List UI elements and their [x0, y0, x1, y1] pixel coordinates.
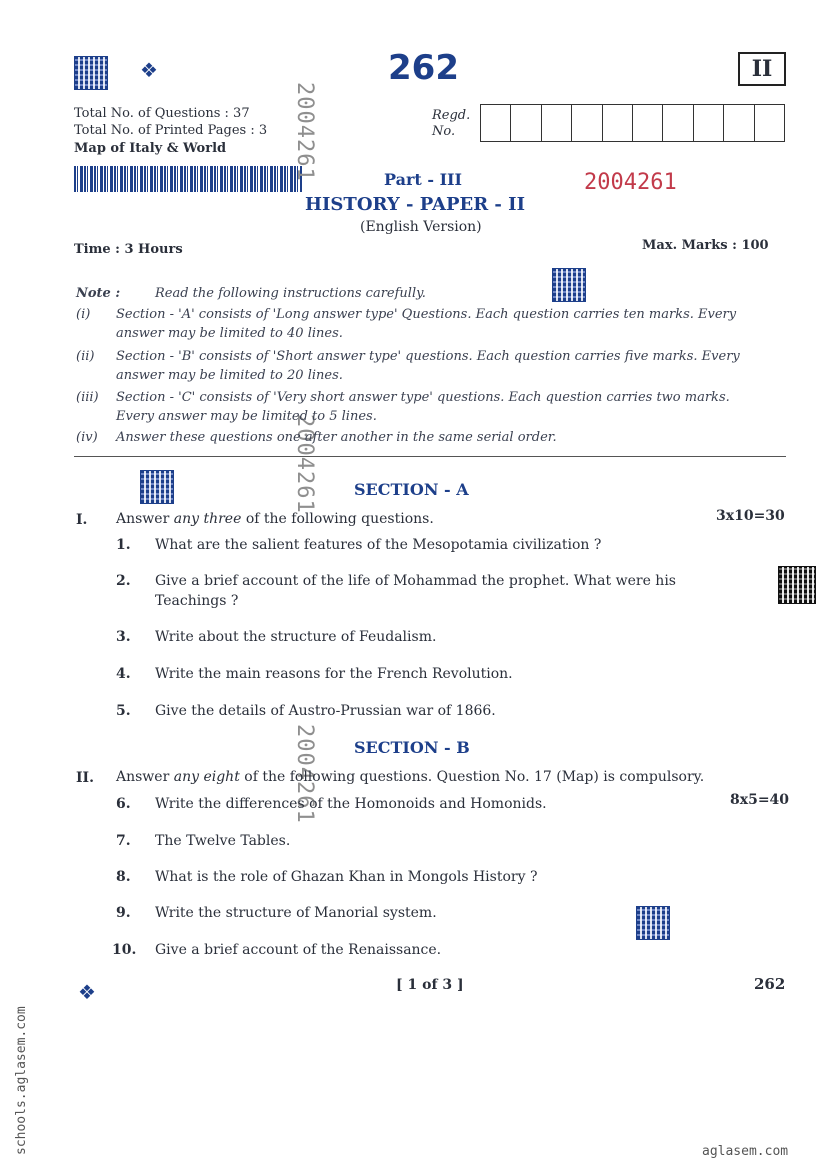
regd-number-box	[480, 104, 785, 142]
subject-title: HISTORY - PAPER - II	[305, 194, 526, 215]
side-watermark: schools.aglasem.com	[14, 1006, 29, 1155]
section-b-title: SECTION - B	[354, 738, 470, 757]
total-pages: Total No. of Printed Pages : 3	[74, 123, 268, 138]
note-num: (iv)	[76, 430, 98, 445]
note-text: Section - 'B' consists of 'Short answer type' questions. Each question carries five marks. Every	[116, 349, 740, 364]
section-b-roman: II.	[76, 770, 94, 786]
qr-code-icon	[778, 566, 816, 604]
qr-code-icon	[552, 268, 586, 302]
divider	[74, 456, 786, 457]
question-text: Give a brief account of the Renaissance.	[155, 942, 442, 958]
qr-code-icon	[636, 906, 670, 940]
question-text: Teachings ?	[155, 593, 239, 609]
note-intro: Read the following instructions carefully.	[155, 286, 426, 301]
question-number: 2.	[116, 573, 131, 589]
total-questions: Total No. of Questions : 37	[74, 106, 250, 121]
qr-code-icon	[74, 56, 108, 90]
bottom-watermark: aglasem.com	[702, 1144, 789, 1159]
set-badge: II	[738, 52, 786, 86]
note-text: answer may be limited to 40 lines.	[116, 326, 343, 341]
section-a-instruction: Answer any three of the following questions.	[116, 511, 434, 527]
note-num: (iii)	[76, 390, 99, 405]
question-text: What are the salient features of the Mesopotamia civilization ?	[155, 537, 602, 553]
serial-number: 2004261	[584, 170, 677, 195]
question-text: Write the structure of Manorial system.	[155, 905, 437, 921]
section-a-title: SECTION - A	[354, 480, 469, 499]
section-a-marks: 3x10=30	[716, 508, 785, 524]
question-text: Write the differences of the Homonoids and Homonids.	[155, 796, 547, 812]
version-label: (English Version)	[360, 219, 482, 235]
section-b-instruction: Answer any eight of the following questions. Question No. 17 (Map) is compulsory.	[116, 769, 705, 785]
section-a-roman: I.	[76, 512, 88, 528]
question-number: 5.	[116, 703, 131, 719]
diamond-ornament-icon: ❖	[78, 980, 96, 1004]
question-text: The Twelve Tables.	[155, 833, 291, 849]
question-text: Write the main reasons for the French Revolution.	[155, 666, 513, 682]
stamp-top: 2004261	[292, 82, 317, 182]
footer-code: 262	[754, 975, 786, 993]
note-num: (ii)	[76, 349, 95, 364]
page-indicator: [ 1 of 3 ]	[396, 977, 464, 993]
barcode	[74, 166, 302, 192]
question-number: 10.	[112, 942, 137, 958]
note-text: Answer these questions one after another in the same serial order.	[116, 430, 557, 445]
question-number: 1.	[116, 537, 131, 553]
qr-code-icon	[140, 470, 174, 504]
question-number: 3.	[116, 629, 131, 645]
regd-label: Regd.	[432, 108, 471, 123]
part-label: Part - III	[384, 170, 463, 189]
stamp-bottom: 2004261	[292, 724, 317, 824]
paper-code: 262	[388, 48, 459, 88]
note-num: (i)	[76, 307, 91, 322]
stamp-middle: 2004261	[292, 414, 317, 514]
question-number: 4.	[116, 666, 131, 682]
question-number: 6.	[116, 796, 131, 812]
max-marks: Max. Marks : 100	[642, 238, 769, 253]
question-text: Write about the structure of Feudalism.	[155, 629, 437, 645]
question-number: 7.	[116, 833, 131, 849]
question-number: 9.	[116, 905, 131, 921]
section-b-marks: 8x5=40	[730, 792, 790, 808]
map-note: Map of Italy & World	[74, 141, 227, 156]
question-number: 8.	[116, 869, 131, 885]
question-text: What is the role of Ghazan Khan in Mongols History ?	[155, 869, 538, 885]
note-text: Every answer may be limited to 5 lines.	[116, 409, 377, 424]
diamond-ornament-icon: ❖	[140, 58, 158, 82]
note-text: Section - 'A' consists of 'Long answer type' Questions. Each question carries ten marks. Every	[116, 307, 737, 322]
question-text: Give a brief account of the life of Mohammad the prophet. What were his	[155, 573, 676, 589]
question-text: Give the details of Austro-Prussian war of 1866.	[155, 703, 496, 719]
regd-label-no: No.	[432, 124, 456, 139]
time-label: Time : 3 Hours	[74, 242, 183, 257]
note-text: answer may be limited to 20 lines.	[116, 368, 343, 383]
note-text: Section - 'C' consists of 'Very short answer type' questions. Each question carries two marks.	[116, 390, 730, 405]
note-heading: Note :	[76, 286, 121, 301]
